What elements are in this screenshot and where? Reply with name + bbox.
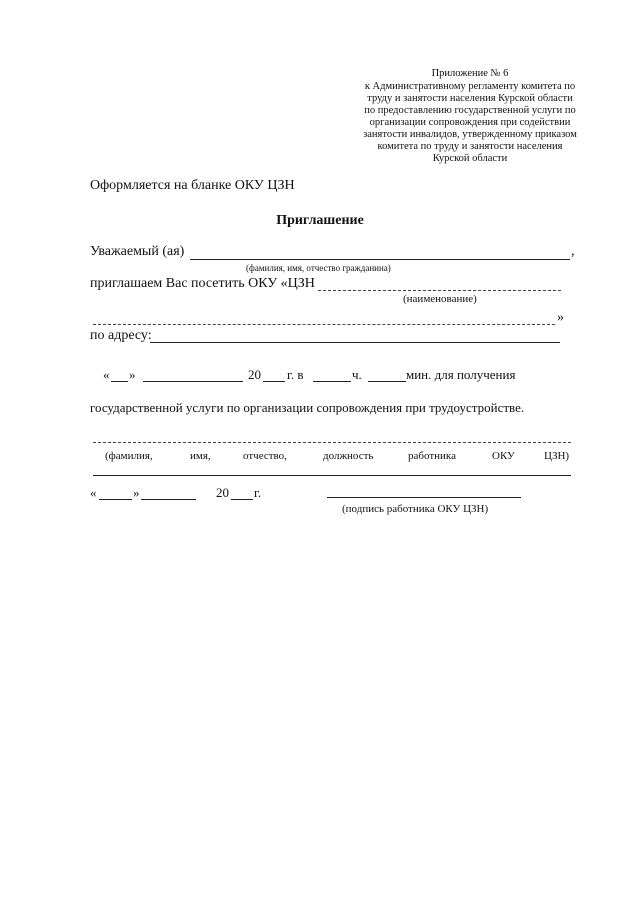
staff-info-field-2[interactable]	[93, 475, 571, 476]
quote-close: »	[557, 310, 564, 325]
fio-hint: (фамилия, имя, отчество гражданина)	[246, 263, 391, 273]
sign-date-quote-open: «	[90, 485, 97, 500]
staff-hint-word: отчество,	[243, 450, 287, 462]
appendix-line: Курской области	[432, 153, 508, 164]
sign-day-field[interactable]	[99, 499, 132, 500]
year-prefix: 20	[248, 367, 261, 382]
center-name-field[interactable]	[318, 290, 561, 291]
appendix-line: к Административному регламенту комитета по	[364, 81, 576, 92]
staff-hint-word: работника	[408, 450, 456, 462]
appendix-line: труду и занятости населения Курской области	[367, 93, 573, 104]
staff-hint-word: ЦЗН)	[544, 450, 570, 462]
sign-year-prefix: 20	[216, 485, 229, 500]
date-quote-open: «	[103, 367, 110, 382]
center-name-continuation-field[interactable]	[93, 324, 555, 325]
day-field[interactable]	[111, 381, 128, 382]
name-hint: (наименование)	[403, 293, 477, 305]
address-label: по адресу:	[90, 328, 152, 343]
staff-info-field[interactable]	[93, 442, 571, 443]
dear-label: Уважаемый (ая)	[90, 244, 185, 259]
comma-mark: ,	[571, 244, 575, 259]
recipient-name-field[interactable]	[190, 259, 570, 260]
sign-month-field[interactable]	[141, 499, 196, 500]
address-field[interactable]	[150, 342, 560, 343]
minute-field[interactable]	[368, 381, 406, 382]
hour-field[interactable]	[313, 381, 351, 382]
year-field[interactable]	[263, 381, 285, 382]
date-quote-close: »	[129, 367, 136, 382]
appendix-line: занятости инвалидов, утвержденному приказом	[363, 129, 577, 140]
staff-hint-word: должность	[323, 450, 374, 462]
sign-year-suffix: г.	[254, 485, 262, 500]
month-field[interactable]	[143, 381, 243, 382]
sign-date-quote-close: »	[133, 485, 140, 500]
minutes-label: мин. для получения	[406, 367, 516, 382]
staff-hint-word: ОКУ	[492, 450, 515, 462]
year-suffix: г. в	[287, 367, 304, 382]
signature-hint: (подпись работника ОКУ ЦЗН)	[342, 503, 489, 515]
appendix-line: комитета по труду и занятости населения	[377, 141, 563, 152]
appendix-line: организации сопровождения при содействии	[369, 117, 571, 128]
appendix-line: по предоставлению государственной услуги по	[364, 105, 576, 116]
staff-hint-word: имя,	[190, 450, 211, 462]
appendix-title: Приложение № 6	[431, 68, 509, 79]
hours-label: ч.	[352, 367, 362, 382]
document-heading: Приглашение	[276, 213, 364, 228]
staff-hint-word: (фамилия,	[105, 450, 153, 462]
signature-field[interactable]	[327, 497, 521, 498]
sign-year-field[interactable]	[231, 499, 253, 500]
service-text: государственной услуги по организации сопровождения при трудоустройстве.	[90, 400, 525, 415]
invite-label: приглашаем Вас посетить ОКУ «ЦЗН	[90, 276, 315, 291]
blank-note: Оформляется на бланке ОКУ ЦЗН	[90, 178, 295, 193]
